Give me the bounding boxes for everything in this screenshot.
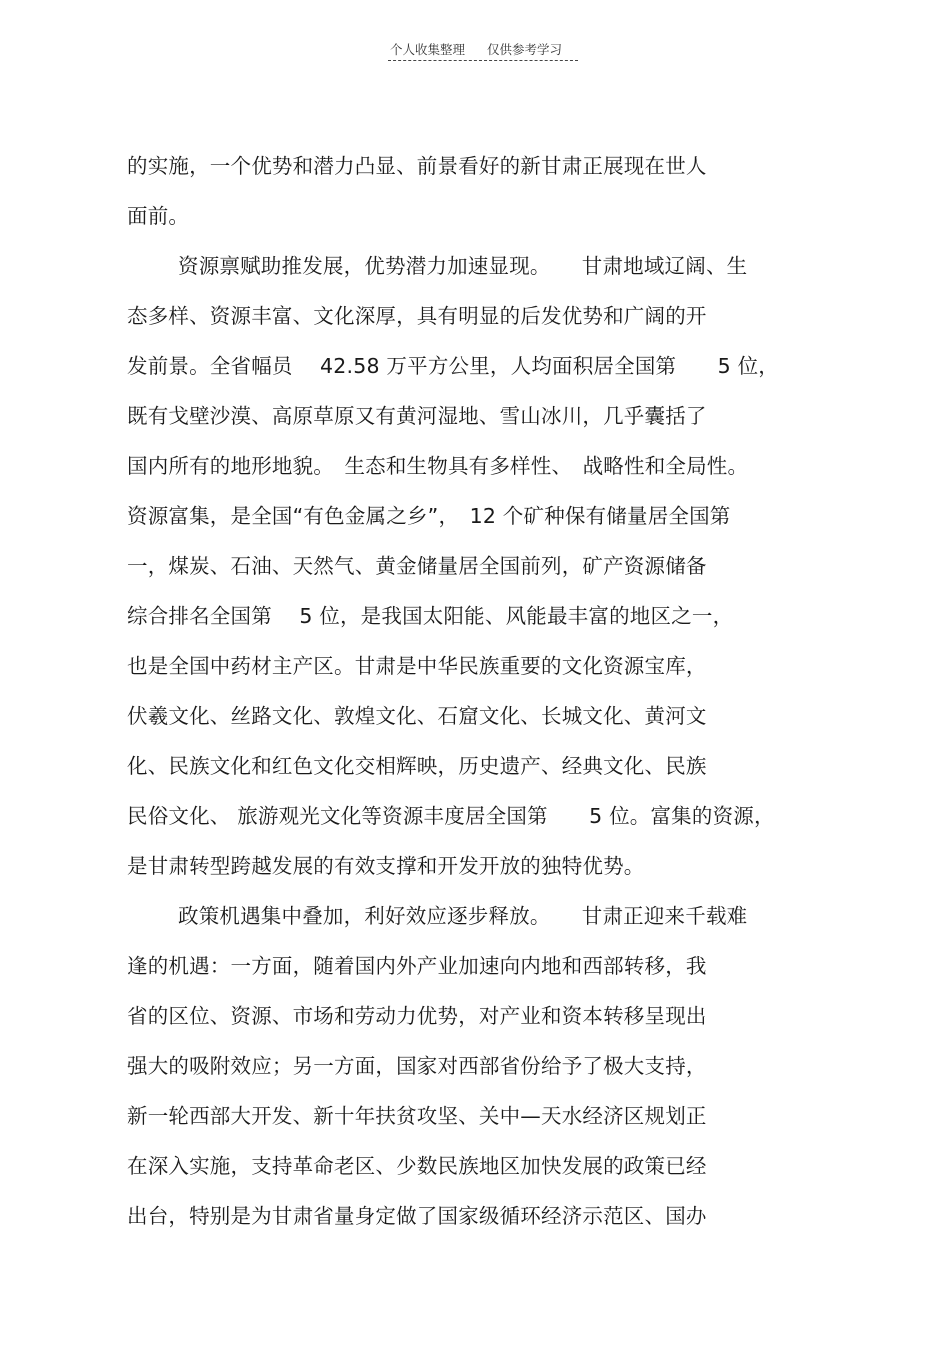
text-line: 民俗文化、 旅游观光文化等资源丰度居全国第 5 位。富集的资源，	[127, 804, 775, 828]
text-line: 的实施，一个优势和潜力凸显、前景看好的新甘肃正展现在世人	[127, 154, 707, 178]
text-line: 既有戈壁沙漠、高原草原又有黄河湿地、雪山冰川，几乎囊括了	[127, 404, 707, 428]
text-line: 发前景。全省幅员 42.58 万平方公里，人均面积居全国第 5 位，	[127, 354, 779, 378]
text-line: 一，煤炭、石油、天然气、黄金储量居全国前列，矿产资源储备	[127, 554, 707, 578]
text-line: 强大的吸附效应；另一方面，国家对西部省份给予了极大支持，	[127, 1054, 707, 1078]
paragraph-heading-line: 资源禀赋助推发展，优势潜力加速显现。 甘肃地域辽阔、生	[178, 254, 748, 278]
text-line: 省的区位、资源、市场和劳动力优势，对产业和资本转移呈现出	[127, 1004, 707, 1028]
text-line: 资源富集，是全国“有色金属之乡”， 12 个矿种保有储量居全国第	[127, 504, 731, 528]
text-line: 化、民族文化和红色文化交相辉映，历史遗产、经典文化、民族	[127, 754, 707, 778]
text-line: 综合排名全国第 5 位，是我国太阳能、风能最丰富的地区之一，	[127, 604, 734, 628]
text-line: 国内所有的地形地貌。 生态和生物具有多样性、 战略性和全局性。	[127, 454, 749, 478]
header-left-text: 个人收集整理	[390, 42, 466, 57]
text-line: 伏羲文化、丝路文化、敦煌文化、石窟文化、长城文化、黄河文	[127, 704, 707, 728]
text-line: 新一轮西部大开发、新十年扶贫攻坚、关中—天水经济区规划正	[127, 1104, 707, 1128]
text-line: 也是全国中药材主产区。甘肃是中华民族重要的文化资源宝库，	[127, 654, 707, 678]
paragraph-heading-line: 政策机遇集中叠加，利好效应逐步释放。 甘肃正迎来千载难	[178, 904, 748, 928]
text-line: 逢的机遇：一方面，随着国内外产业加速向内地和西部转移，我	[127, 954, 707, 978]
text-line: 态多样、资源丰富、文化深厚，具有明显的后发优势和广阔的开	[127, 304, 707, 328]
text-line: 出台，特别是为甘肃省量身定做了国家级循环经济示范区、国办	[127, 1204, 707, 1228]
text-line: 面前。	[127, 204, 190, 228]
header-right-text: 仅供参考学习	[487, 42, 563, 57]
text-line: 在深入实施，支持革命老区、少数民族地区加快发展的政策已经	[127, 1154, 707, 1178]
text-line: 是甘肃转型跨越发展的有效支撑和开发开放的独特优势。	[127, 854, 645, 878]
